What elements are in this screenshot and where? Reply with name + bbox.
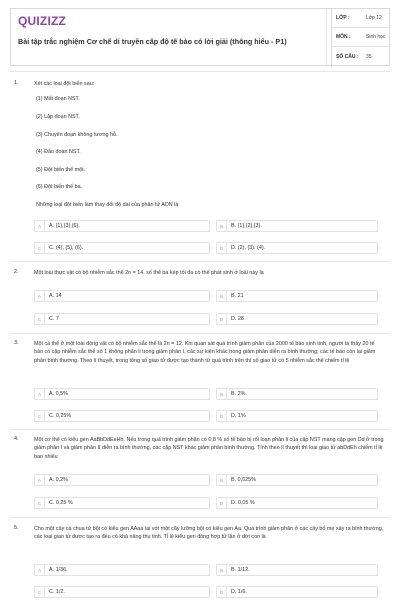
option-d[interactable]: [216, 497, 378, 509]
option-text: A. 1/36.: [49, 567, 68, 573]
option-text: D. 1/6.: [231, 589, 247, 595]
statement: (5) Đột biến thể một.: [36, 167, 86, 173]
option-letter: D: [217, 411, 227, 421]
option-letter: B: [217, 291, 227, 301]
option-letter: B: [217, 475, 227, 485]
meta-value: Sinh học: [366, 34, 386, 40]
question-text: Cho một cây cà chua tứ bội có kiểu gen AAaa lai với một cây lưỡng bội có kiểu gen Aa. Quá trình giảm phân ở các cây bố mẹ xảy ra bình thường, các loại giao tử được tạo ra đều có khả năng thụ tinh. Tỉ lệ kiểu gen đồng hợp tử lặn ở đời con là: [34, 526, 384, 541]
option-a[interactable]: [34, 564, 210, 576]
meta-row-subject: [332, 28, 391, 47]
meta-row-count: [332, 47, 391, 66]
divider: [10, 71, 390, 72]
option-letter: B: [217, 389, 227, 399]
question-prompt: Những loại đột biến làm thay đổi độ dài của phân tử ADN là: [36, 202, 179, 208]
worksheet-header: [10, 8, 390, 66]
option-a[interactable]: [34, 388, 210, 400]
option-text: A. 0,2%: [49, 477, 68, 483]
question-text: Một cá thể ở một loài động vật có bộ nhiễm sắc thể là 2n = 12. Khi quan sát quá trình giảm phân của 2000 tế bào sinh tinh, người ta thấy 20 tế bào có cặp nhiễm sắc thể số 1 không phân li trong giảm phân I, các sự kiện khác trong giảm phân diễn ra bình thường; các tế bào còn lại giảm phân bình thường. Theo lí thuyết, trong tổng số giao tử được tạo thành từ quá trình trên thì số giao tử có 5 nhiễm sắc thể chiếm tỉ lệ: [34, 341, 376, 364]
question-text: Một cơ thể có kiểu gen AaBbDdEeHh. Nếu trong quá trình giảm phân có 0,8 % số tế bào bị rối loạn phân li của cặp NST mang cặp gen Dd ở trong giảm phân I và giảm phân II diễn ra bình thường, các cặp NST khác giảm phân bình thường. Tính theo lí thuyết thì loại giao tử abDdEh chiếm tỉ lệ bao nhiêu: [34, 437, 384, 460]
option-a[interactable]: [34, 220, 210, 232]
question-number: 2.: [14, 269, 19, 275]
option-b[interactable]: [216, 290, 378, 302]
option-letter: A: [35, 221, 45, 231]
meta-row-class: [332, 9, 391, 28]
statement: (1) Mất đoạn NST.: [36, 96, 80, 102]
meta-value: Lớp 12: [366, 15, 382, 21]
option-text: D. (2), (3). (4).: [231, 245, 266, 251]
question-text: Một loài thực vật có bộ nhiễm sắc thể 2n = 14. số thể ba kép tối đa có thể phát sinh ở loài này là: [34, 270, 264, 276]
option-letter: A: [35, 291, 45, 301]
option-letter: B: [217, 221, 227, 231]
option-c[interactable]: [34, 410, 210, 422]
option-text: D. 0,05 %: [231, 500, 255, 506]
divider: [10, 261, 390, 262]
option-text: C. 0,25%: [49, 413, 72, 419]
option-text: D. 1%: [231, 413, 246, 419]
option-letter: D: [217, 243, 227, 253]
option-text: B. (1),(2),(3).: [231, 223, 262, 229]
option-d[interactable]: [216, 242, 378, 254]
option-b[interactable]: [216, 474, 378, 486]
worksheet-title: Bài tập trắc nghiệm Cơ chế di truyền cấp độ tế bào có lời giải (thông hiểu - P1): [18, 37, 287, 46]
option-b[interactable]: [216, 220, 378, 232]
option-letter: C: [35, 243, 45, 253]
option-d[interactable]: [216, 313, 378, 325]
option-a[interactable]: [34, 474, 210, 486]
meta-label: MÔN :: [336, 34, 351, 40]
question-number: 1.: [14, 80, 19, 86]
question-text: Xét các loại đột biến sau:: [34, 81, 95, 87]
option-letter: B: [217, 565, 227, 575]
option-letter: A: [35, 565, 45, 575]
option-b[interactable]: [216, 388, 378, 400]
option-text: B. 21: [231, 293, 244, 299]
option-letter: D: [217, 498, 227, 508]
option-letter: D: [217, 314, 227, 324]
option-text: D. 28: [231, 316, 244, 322]
question-number: 5.: [14, 525, 19, 531]
option-letter: A: [35, 389, 45, 399]
meta-label: LỚP :: [336, 15, 350, 21]
option-text: C. (4), (5), (6).: [49, 245, 84, 251]
option-d[interactable]: [216, 586, 378, 598]
statement: (2) Lặp đoạn NST.: [36, 114, 80, 120]
worksheet-meta: [331, 9, 391, 67]
question-number: 3.: [14, 340, 19, 346]
meta-label: SỐ CÂU :: [336, 53, 359, 60]
option-c[interactable]: [34, 313, 210, 325]
option-letter: C: [35, 411, 45, 421]
statement: (4) Đảo đoạn NST.: [36, 149, 81, 155]
header-divider: [326, 9, 327, 67]
option-letter: C: [35, 498, 45, 508]
option-text: B. 0,025%: [231, 477, 256, 483]
option-text: A. 14: [49, 293, 62, 299]
option-text: A. (1),(3),(6).: [49, 223, 80, 229]
divider: [10, 429, 390, 430]
option-b[interactable]: [216, 564, 378, 576]
option-letter: D: [217, 587, 227, 597]
option-letter: C: [35, 314, 45, 324]
option-a[interactable]: [34, 290, 210, 302]
option-letter: C: [35, 587, 45, 597]
option-text: C. 1/2.: [49, 589, 65, 595]
quizizz-logo: QUIZIZZ: [18, 14, 67, 28]
divider: [10, 517, 390, 518]
question-number: 4.: [14, 436, 19, 442]
option-text: B. 2%.: [231, 391, 247, 397]
meta-value: 35: [366, 53, 372, 60]
option-letter: A: [35, 475, 45, 485]
option-text: C. 7: [49, 316, 59, 322]
option-text: A. 0,5%: [49, 391, 68, 397]
option-d[interactable]: [216, 410, 378, 422]
divider: [10, 333, 390, 334]
statement: (3) Chuyển đoạn không tương hỗ.: [36, 132, 118, 138]
option-text: C. 0,25 %: [49, 500, 73, 506]
option-c[interactable]: [34, 497, 210, 509]
statement: (6) Đột biến thể ba.: [36, 184, 83, 190]
option-text: B. 1/12.: [231, 567, 250, 573]
option-c[interactable]: [34, 586, 210, 598]
option-c[interactable]: [34, 242, 210, 254]
